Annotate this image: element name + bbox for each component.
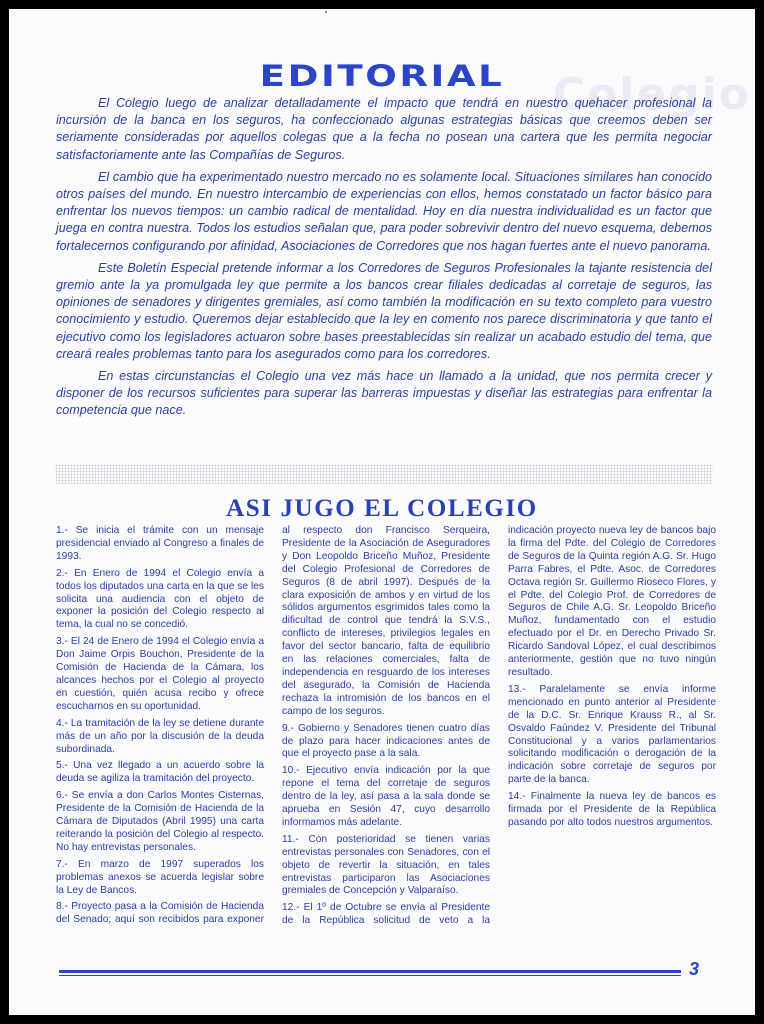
editorial-paragraph: En estas circunstancias el Colegio una vez más hace un llamado a la unidad, que nos permita crecer y disponer de los recursos suficientes para superar las barreras impuestas y diseñar las estrategias para enfrentar la competencia que nace. (56, 369, 712, 418)
section-title: ASI JUGO EL COLEGIO (226, 495, 538, 522)
document-page (9, 9, 755, 1015)
footer-rule (59, 970, 681, 976)
editorial-paragraph: El cambio que ha experimentado nuestro mercado no es solamente local. Situaciones similares han conocido otros países del mundo. En nuestro intercambio de experiencias con ellos, hemos constatado un factor básico para enfrentar los nuevos tiempos: un cambio radical de mentalidad. Hoy en día nuestra individualidad es un factor que juega en contra nuestra. Todos los estudios señalan que, para poder sobrevivir dentro del nuevo esquema, debemos fortalecernos configurando por afinidad, Asociaciones de Corredores que nos hagan fuertes ante el nuevo panorama. (56, 169, 712, 253)
page-title: EDITORIAL (259, 59, 505, 93)
timeline-item: 12.- El 1º de Octubre se envía al Presidente de la República solicitud de veto a la indicación proyecto nueva ley de bancos bajo la firma del Pdte. del Colegio de Corredores de Seguros de la Quinta región A.G. Sr. Hugo Parra Fabres, el Pdte. Asoc. de Corredores Octava región Sr. Guillermo Rioseco Flores, y el Pdte. del Colegio Prof. de Corredores de Seguros de Chile A.G. Sr. Leopoldo Briceño Muñoz, fundamentado con el estudio efectuado por el Dr. en Derecho Privado Sr. Ricardo Sandoval López, el cual describimos anteriormente, gestión que no tuvo ningún resultado. (282, 525, 716, 927)
decorative-hatch-band (55, 464, 713, 484)
timeline-item: 2.- En Enero de 1994 el Colegio envía a todos los diputados una carta en la que se les solicita una audiencia con el objeto de exponer la posición del Colegio respecto al tema, la cual no se concedió. (56, 567, 264, 631)
timeline-item: 6.- Se envía a don Carlos Montes Cisternas, Presidente de la Comisión de Hacienda de la Cámara de Diputados (Abril 1995) una carta reiterando la posición del Colegio al respecto. No hay entrevistas personales. (56, 790, 264, 853)
timeline-item: 7.- En marzo de 1997 superados los problemas anexos se acuerda legislar sobre la Ley de Bancos. (56, 858, 264, 896)
timeline-item: 1.- Se inicia el trámite con un mensaje presidencial enviado al Congreso a finales de 1993. (56, 525, 264, 562)
footer-rule-thick (59, 970, 681, 973)
scan-speck (325, 11, 327, 13)
background-watermark: Colegio (552, 69, 751, 120)
editorial-paragraph: El Colegio luego de analizar detalladamente el impacto que tendrá en nuestro quehacer profesional la incursión de la banca en los seguros, ha confeccionado algunas estrategias básicas que creemos deben ser seriamente consideradas por aquellos colegas que a la fecha no posean una cartera que les permita negociar satisfactoriamente ante las Compañías de Seguros. (56, 96, 712, 162)
timeline-item: 3.- El 24 de Enero de 1994 el Colegio envía a Don Jaime Orpis Bouchon, Presidente de la Comisión de Hacienda de la Cámara, los alcances hechos por el Colegio al proyecto en cuestión, quién acusa recibo y ofrece escucharnos en su oportunidad. (56, 636, 264, 712)
editorial-paragraph: Este Boletín Especial pretende informar a los Corredores de Seguros Profesionales la tajante resistencia del gremio ante la ya promulgada ley que permite a los bancos crear filiales dedicadas al corretaje de seguros, las opiniones de senadores y dirigentes gremiales, así como también la modificación en su texto completo para vuestro conocimiento y estudio. Queremos dejar establecido que la ley en comento nos parece discriminatoria y que tanto el ejecutivo como los legisladores actuaron sobre bases preestablecidas sin realizar un acabado estudio del tema, que creará reales problemas tanto para los asegurados como para los corredores. (56, 260, 712, 361)
footer-rule-thin (59, 975, 681, 976)
timeline-item: 5.- Una vez llegado a un acuerdo sobre la deuda se agiliza la tramitación del proyecto. (56, 760, 264, 785)
timeline-item: 9.- Gobierno y Senadores tienen cuatro días de plazo para hacer indicaciones antes de que el proyecto pase a la sala. (282, 722, 490, 760)
timeline-item: 11.- Con posterioridad se tienen varias entrevistas personales con Senadores, con el objeto de revertir la situación, en tales entrevistas participaron las Asociaciones gremiales de Concepción y Valparaíso. (282, 833, 490, 897)
timeline-item: 8.- Proyecto pasa a la Comisión de Hacienda del Senado; aquí son recibidos para exponer al respecto don Francisco Serqueira, Presidente de la Asociación de Aseguradores y Don Leopoldo Briceño Muñoz, Presidente del Colegio Profesional de Corredores de Seguros (8 de abril 1997). Después de la clara exposición de ambos y en virtud de los sólidos argumentos esgrimidos tales como la dificultad de control que tendrá la S.V.S., conflicto de intereses, privilegios legales en favor del sector bancario, falta de equilibrio en las relaciones comerciales, falta de independencia en resguardo de los intereses del asegurado, la Comisión de Hacienda rechaza la intromisión de los bancos en el campo de los seguros. (56, 525, 490, 926)
timeline-item: 14.- Finalmente la nueva ley de bancos es firmada por el Presidente de la República pasando por alto todos nuestros argumentos. (508, 791, 716, 828)
timeline-item: 10.- Ejecutivo envía indicación por la que repone el tema del corretaje de seguros dentro de la ley, así pasa a la sala donde se aprueba en Sesión 47, cuyo desarrollo informamos más adelante. (282, 765, 490, 828)
timeline-item: 4.- La tramitación de la ley se detiene durante más de un año por la discusión de la deuda subordinada. (56, 717, 264, 755)
timeline-item: 13.- Paralelamente se envía informe mencionado en punto anterior al Presidente de la D.C. Sr. Enrique Krauss R., al Sr. Osvaldo Faúndez V. Presidente del Tribunal Constitucional y a varios parlamentarios solicitando modificación o derogación de la indicación sobre corretaje de seguros por parte de la banca. (508, 683, 716, 786)
editorial-body (56, 95, 712, 425)
timeline-columns (56, 525, 716, 937)
page-number: 3 (689, 959, 700, 979)
